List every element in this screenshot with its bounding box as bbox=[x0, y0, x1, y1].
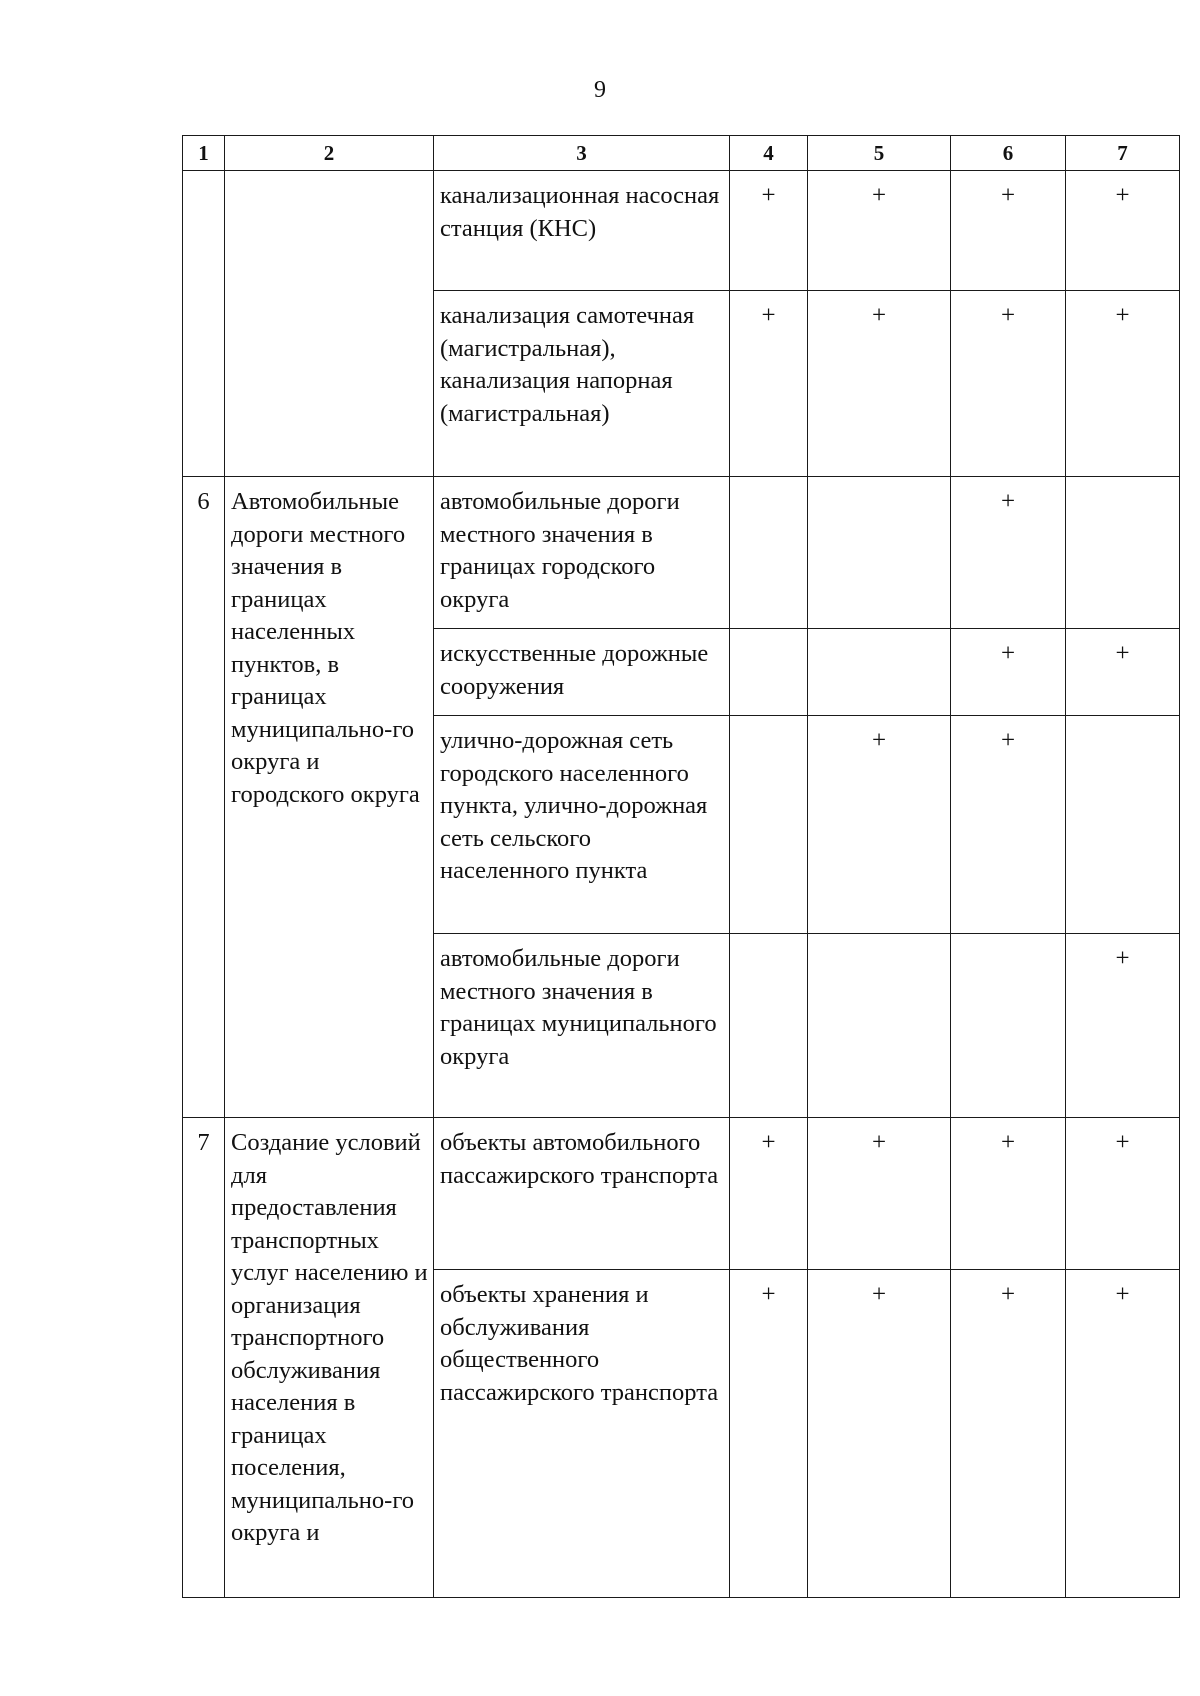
table-row bbox=[183, 477, 1180, 629]
mark-col-5: + bbox=[808, 291, 951, 477]
table-row bbox=[183, 171, 1180, 291]
header-cell-7: 7 bbox=[1066, 136, 1180, 171]
mark-col-6: + bbox=[951, 716, 1066, 934]
header-row bbox=[183, 136, 1180, 171]
mark-col-6: + bbox=[951, 291, 1066, 477]
object-cell: канализационная насосная станция (КНС) bbox=[434, 171, 730, 291]
object-cell: искусственные дорожные сооружения bbox=[434, 629, 730, 716]
mark-col-4 bbox=[730, 477, 808, 629]
mark-col-4: + bbox=[730, 1270, 808, 1598]
mark-col-4: + bbox=[730, 1118, 808, 1270]
header-cell-1: 1 bbox=[183, 136, 225, 171]
mark-col-5 bbox=[808, 934, 951, 1118]
mark-col-5 bbox=[808, 477, 951, 629]
mark-col-5: + bbox=[808, 716, 951, 934]
mark-col-5 bbox=[808, 629, 951, 716]
header-cell-4: 4 bbox=[730, 136, 808, 171]
object-cell: объекты хранения и обслуживания общественного пассажирского транспорта bbox=[434, 1270, 730, 1598]
mark-col-4: + bbox=[730, 171, 808, 291]
object-cell: улично-дорожная сеть городского населенного пункта, улично-дорожная сеть сельского населенного пункта bbox=[434, 716, 730, 934]
header-cell-6: 6 bbox=[951, 136, 1066, 171]
mark-col-6: + bbox=[951, 477, 1066, 629]
group-name: Создание условий для предоставления транспортных услуг населению и организация транспортного обслуживания населения в границах поселения, муниципально-го округа и bbox=[225, 1118, 434, 1598]
object-cell: автомобильные дороги местного значения в границах городского округа bbox=[434, 477, 730, 629]
group-number bbox=[183, 171, 225, 477]
mark-col-7 bbox=[1066, 716, 1180, 934]
table-body bbox=[183, 171, 1180, 1598]
mark-col-5: + bbox=[808, 171, 951, 291]
mark-col-7: + bbox=[1066, 1270, 1180, 1598]
mark-col-6: + bbox=[951, 629, 1066, 716]
mark-col-7 bbox=[1066, 477, 1180, 629]
page-number: 9 bbox=[594, 77, 606, 103]
group-number: 7 bbox=[183, 1118, 225, 1598]
mark-col-4 bbox=[730, 716, 808, 934]
mark-col-4 bbox=[730, 934, 808, 1118]
group-number: 6 bbox=[183, 477, 225, 1118]
mark-col-6: + bbox=[951, 1118, 1066, 1270]
mark-col-4 bbox=[730, 629, 808, 716]
object-cell: канализация самотечная (магистральная), канализация напорная (магистральная) bbox=[434, 291, 730, 477]
mark-col-5: + bbox=[808, 1118, 951, 1270]
group-name: Автомобильные дороги местного значения в границах населенных пунктов, в границах муниципально-го округа и городского округа bbox=[225, 477, 434, 1118]
mark-col-7: + bbox=[1066, 1118, 1180, 1270]
header-cell-5: 5 bbox=[808, 136, 951, 171]
object-cell: объекты автомобильного пассажирского транспорта bbox=[434, 1118, 730, 1270]
header-cell-2: 2 bbox=[225, 136, 434, 171]
object-cell: автомобильные дороги местного значения в границах муниципального округа bbox=[434, 934, 730, 1118]
header-cell-3: 3 bbox=[434, 136, 730, 171]
document-table bbox=[182, 135, 1180, 1598]
group-name bbox=[225, 171, 434, 477]
mark-col-7: + bbox=[1066, 629, 1180, 716]
mark-col-6: + bbox=[951, 1270, 1066, 1598]
mark-col-7: + bbox=[1066, 171, 1180, 291]
table-header bbox=[183, 136, 1180, 171]
mark-col-7: + bbox=[1066, 291, 1180, 477]
mark-col-4: + bbox=[730, 291, 808, 477]
mark-col-7: + bbox=[1066, 934, 1180, 1118]
mark-col-6 bbox=[951, 934, 1066, 1118]
table-row bbox=[183, 1118, 1180, 1270]
mark-col-5: + bbox=[808, 1270, 951, 1598]
mark-col-6: + bbox=[951, 171, 1066, 291]
